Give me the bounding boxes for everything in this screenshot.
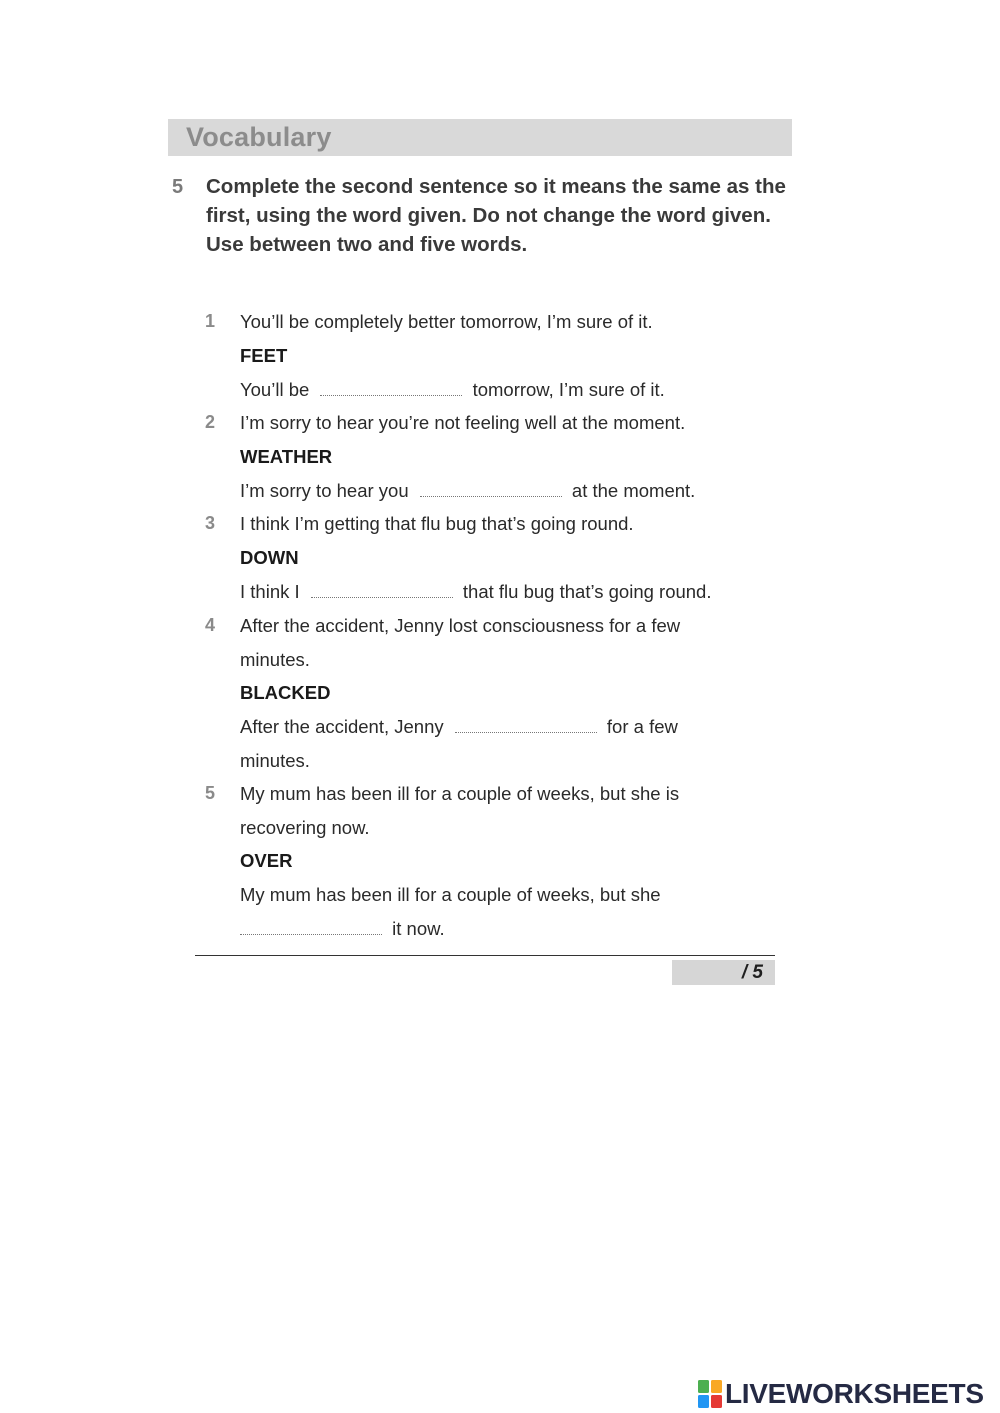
answer-gap[interactable] [240,924,382,935]
rewrite-before: I’m sorry to hear you [240,480,409,501]
item-keyword: DOWN [240,547,299,568]
brand-name: LIVEWORKSHEETS [725,1378,984,1409]
item-original-sentence: My mum has been ill for a couple of weeks, but she is [240,783,680,804]
item-number: 3 [205,513,216,533]
item-keyword: WEATHER [240,446,333,467]
rewrite-after: that flu bug that’s going round. [462,581,712,602]
item-keyword: BLACKED [240,682,331,703]
item-rewrite-sentence [240,575,780,608]
exercise-number: 5 [172,176,184,198]
rewrite-after: it now. [392,918,445,939]
answer-gap[interactable] [420,486,562,497]
rewrite-before: After the accident, Jenny [240,716,444,737]
section-title: Vocabulary [186,122,332,152]
item-rewrite-sentence [240,474,780,507]
item-rewrite-sentence [240,710,780,743]
answer-gap[interactable] [455,722,597,733]
item-number: 4 [205,615,216,635]
exercise-instruction: Complete the second sentence so it means the same as the first, using the word given. Do not change the word given. Use between two and five words. [206,175,786,256]
rewrite-before: I think I [240,581,300,602]
score-label: / 5 [741,962,763,983]
rewrite-before: You’ll be [240,379,310,400]
item-number: 5 [205,783,216,803]
liveworksheets-logo-icon [698,1380,722,1408]
item-original-sentence-continued: minutes. [240,649,310,670]
answer-gap[interactable] [320,385,462,396]
score-box [672,960,775,985]
brand-watermark [698,1377,998,1411]
item-original-sentence: I’m sorry to hear you’re not feeling well at the moment. [240,412,686,433]
item-original-sentence-continued: recovering now. [240,817,370,838]
item-keyword: FEET [240,345,288,366]
item-original-sentence: I think I’m getting that flu bug that’s going round. [240,513,634,534]
item-rewrite-sentence-continued: minutes. [240,750,310,771]
section-header [168,119,792,156]
item-number: 2 [205,412,216,432]
rewrite-after: at the moment. [571,480,696,501]
rewrite-after: tomorrow, I’m sure of it. [472,379,665,400]
footer-divider [195,955,775,956]
item-rewrite-sentence [240,373,780,406]
item-original-sentence: After the accident, Jenny lost consciousness for a few [240,615,681,636]
item-rewrite-sentence: My mum has been ill for a couple of weeks, but she [240,884,661,905]
item-rewrite-sentence-continued [240,912,780,945]
rewrite-after: for a few [606,716,678,737]
item-keyword: OVER [240,850,293,871]
item-number: 1 [205,311,216,331]
item-original-sentence: You’ll be completely better tomorrow, I’m sure of it. [240,311,653,332]
answer-gap[interactable] [311,587,453,598]
